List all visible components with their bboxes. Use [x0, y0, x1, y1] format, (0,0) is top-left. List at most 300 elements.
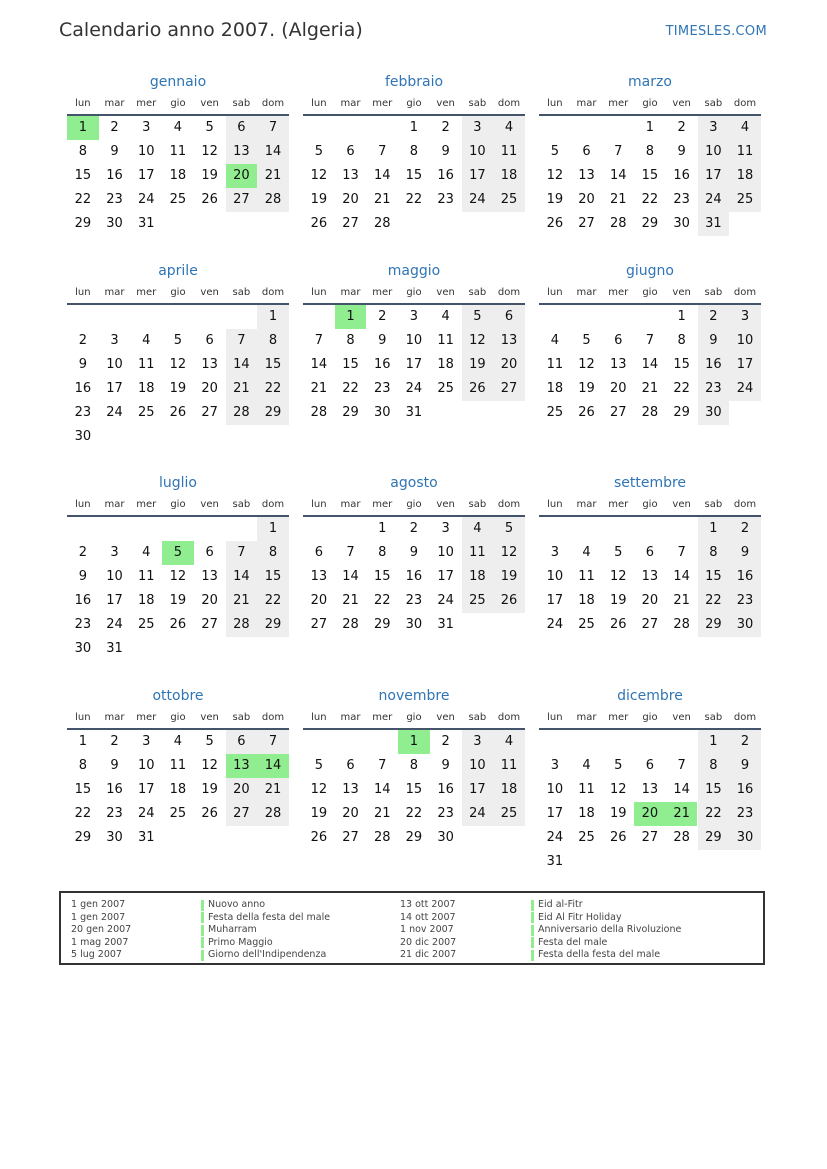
day-cell[interactable]: 8	[409, 758, 419, 773]
day-cell[interactable]: 17	[546, 806, 564, 821]
day-cell[interactable]: 4	[504, 120, 514, 135]
day-cell[interactable]: 9	[740, 758, 750, 773]
day-cell[interactable]: 14	[310, 357, 328, 372]
day-cell[interactable]: 20	[342, 806, 359, 821]
day-cell[interactable]: 15	[641, 168, 659, 183]
day-cell[interactable]: 2	[709, 309, 718, 324]
day-cell[interactable]: 4	[473, 521, 482, 536]
day-cell[interactable]: 23	[736, 593, 754, 608]
day-cell[interactable]: 29	[342, 405, 359, 420]
day-cell[interactable]: 10	[469, 144, 486, 159]
day-cell[interactable]: 2	[110, 734, 119, 749]
day-cell[interactable]: 25	[169, 806, 187, 821]
day-cell[interactable]: 2	[378, 309, 387, 324]
day-cell[interactable]: 26	[500, 593, 518, 608]
day-cell[interactable]: 16	[736, 569, 754, 584]
day-cell[interactable]: 15	[264, 357, 282, 372]
day-cell[interactable]: 26	[201, 192, 218, 207]
day-cell[interactable]: 21	[233, 381, 250, 396]
day-cell[interactable]: 1	[268, 521, 278, 536]
day-cell[interactable]: 28	[373, 216, 391, 231]
day-cell[interactable]: 11	[546, 357, 564, 372]
day-cell[interactable]: 17	[705, 168, 722, 183]
day-cell[interactable]: 10	[137, 144, 155, 159]
day-cell[interactable]: 14	[609, 168, 627, 183]
day-cell[interactable]: 26	[169, 617, 187, 632]
day-cell[interactable]: 3	[441, 521, 450, 536]
day-cell[interactable]: 16	[106, 782, 123, 797]
day-cell[interactable]: 12	[546, 168, 564, 183]
day-cell[interactable]: 29	[74, 830, 92, 845]
day-cell[interactable]: 6	[237, 734, 246, 749]
day-cell[interactable]: 19	[169, 381, 187, 396]
day-cell[interactable]: 5	[473, 309, 482, 324]
day-cell[interactable]: 10	[736, 333, 754, 348]
day-cell[interactable]: 18	[546, 381, 564, 396]
day-cell[interactable]: 6	[582, 144, 591, 159]
day-cell[interactable]: 8	[268, 545, 278, 560]
day-cell[interactable]: 9	[709, 333, 718, 348]
day-cell[interactable]: 5	[314, 758, 323, 773]
holiday-day[interactable]: 5	[162, 541, 194, 565]
day-cell[interactable]: 24	[705, 192, 722, 207]
day-cell[interactable]: 22	[673, 381, 690, 396]
day-cell[interactable]: 19	[201, 782, 218, 797]
day-cell[interactable]: 1	[268, 309, 278, 324]
day-cell[interactable]: 10	[546, 782, 564, 797]
day-cell[interactable]: 17	[405, 357, 423, 372]
day-cell[interactable]: 19	[609, 593, 627, 608]
day-cell[interactable]: 18	[736, 168, 754, 183]
day-cell[interactable]: 29	[641, 216, 659, 231]
day-cell[interactable]: 20	[609, 381, 627, 396]
day-cell[interactable]: 12	[169, 569, 187, 584]
day-cell[interactable]: 3	[409, 309, 419, 324]
day-cell[interactable]: 16	[74, 381, 92, 396]
day-cell[interactable]: 14	[342, 569, 359, 584]
day-cell[interactable]: 15	[264, 569, 282, 584]
day-cell[interactable]: 7	[378, 144, 387, 159]
day-cell[interactable]: 17	[469, 168, 486, 183]
day-cell[interactable]: 19	[578, 381, 595, 396]
day-cell[interactable]: 5	[504, 521, 514, 536]
day-cell[interactable]: 18	[137, 381, 155, 396]
day-cell[interactable]: 8	[645, 144, 655, 159]
day-cell[interactable]: 26	[310, 216, 328, 231]
day-cell[interactable]: 6	[645, 758, 655, 773]
day-cell[interactable]: 21	[373, 192, 391, 207]
holiday-day[interactable]: 20	[226, 164, 258, 188]
day-cell[interactable]: 28	[233, 405, 250, 420]
day-cell[interactable]: 15	[373, 569, 391, 584]
day-cell[interactable]: 30	[106, 216, 123, 231]
day-cell[interactable]: 6	[614, 333, 623, 348]
day-cell[interactable]: 29	[264, 617, 282, 632]
day-cell[interactable]: 24	[736, 381, 754, 396]
day-cell[interactable]: 13	[201, 569, 218, 584]
day-cell[interactable]: 1	[709, 521, 718, 536]
day-cell[interactable]: 25	[169, 192, 187, 207]
day-cell[interactable]: 31	[546, 854, 564, 869]
day-cell[interactable]: 9	[441, 144, 450, 159]
day-cell[interactable]: 12	[201, 144, 218, 159]
day-cell[interactable]: 6	[346, 144, 355, 159]
day-cell[interactable]: 11	[169, 758, 187, 773]
holiday-day[interactable]: 21	[666, 802, 698, 826]
day-cell[interactable]: 11	[736, 144, 754, 159]
day-cell[interactable]: 28	[264, 806, 282, 821]
day-cell[interactable]: 17	[106, 593, 123, 608]
day-cell[interactable]: 6	[205, 545, 214, 560]
day-cell[interactable]: 9	[78, 357, 87, 372]
day-cell[interactable]: 12	[169, 357, 187, 372]
day-cell[interactable]: 11	[500, 144, 518, 159]
day-cell[interactable]: 18	[469, 569, 486, 584]
day-cell[interactable]: 6	[504, 309, 514, 324]
day-cell[interactable]: 12	[500, 545, 518, 560]
day-cell[interactable]: 25	[546, 405, 564, 420]
day-cell[interactable]: 22	[74, 806, 92, 821]
day-cell[interactable]: 10	[106, 357, 123, 372]
day-cell[interactable]: 10	[106, 569, 123, 584]
day-cell[interactable]: 18	[137, 593, 155, 608]
day-cell[interactable]: 27	[201, 405, 218, 420]
day-cell[interactable]: 2	[78, 545, 87, 560]
day-cell[interactable]: 27	[342, 830, 359, 845]
day-cell[interactable]: 14	[673, 782, 690, 797]
day-cell[interactable]: 18	[500, 168, 518, 183]
day-cell[interactable]: 26	[201, 806, 218, 821]
day-cell[interactable]: 20	[342, 192, 359, 207]
day-cell[interactable]: 14	[264, 144, 282, 159]
day-cell[interactable]: 24	[405, 381, 423, 396]
day-cell[interactable]: 10	[546, 569, 564, 584]
day-cell[interactable]: 1	[709, 734, 718, 749]
day-cell[interactable]: 10	[705, 144, 722, 159]
day-cell[interactable]: 26	[578, 405, 595, 420]
day-cell[interactable]: 13	[578, 168, 595, 183]
day-cell[interactable]: 10	[137, 758, 155, 773]
day-cell[interactable]: 4	[582, 545, 591, 560]
day-cell[interactable]: 13	[342, 782, 359, 797]
day-cell[interactable]: 21	[264, 782, 282, 797]
day-cell[interactable]: 25	[469, 593, 486, 608]
day-cell[interactable]: 5	[614, 545, 623, 560]
day-cell[interactable]: 9	[378, 333, 387, 348]
day-cell[interactable]: 13	[310, 569, 328, 584]
day-cell[interactable]: 30	[405, 617, 423, 632]
day-cell[interactable]: 28	[673, 617, 690, 632]
day-cell[interactable]: 19	[310, 192, 328, 207]
day-cell[interactable]: 21	[641, 381, 659, 396]
day-cell[interactable]: 7	[645, 333, 655, 348]
day-cell[interactable]: 20	[201, 593, 218, 608]
day-cell[interactable]: 30	[437, 830, 454, 845]
day-cell[interactable]: 27	[641, 617, 659, 632]
day-cell[interactable]: 25	[137, 617, 155, 632]
day-cell[interactable]: 27	[233, 192, 250, 207]
day-cell[interactable]: 5	[614, 758, 623, 773]
day-cell[interactable]: 31	[405, 405, 423, 420]
day-cell[interactable]: 24	[437, 593, 454, 608]
day-cell[interactable]: 13	[641, 782, 659, 797]
day-cell[interactable]: 3	[740, 309, 750, 324]
day-cell[interactable]: 22	[74, 192, 92, 207]
day-cell[interactable]: 7	[677, 545, 686, 560]
day-cell[interactable]: 25	[437, 381, 454, 396]
day-cell[interactable]: 4	[173, 120, 183, 135]
day-cell[interactable]: 7	[268, 120, 278, 135]
day-cell[interactable]: 6	[645, 545, 655, 560]
day-cell[interactable]: 5	[205, 120, 214, 135]
day-cell[interactable]: 4	[740, 120, 750, 135]
day-cell[interactable]: 1	[645, 120, 655, 135]
day-cell[interactable]: 23	[373, 381, 391, 396]
day-cell[interactable]: 21	[609, 192, 627, 207]
day-cell[interactable]: 9	[78, 569, 87, 584]
day-cell[interactable]: 29	[673, 405, 690, 420]
day-cell[interactable]: 16	[74, 593, 92, 608]
day-cell[interactable]: 24	[546, 830, 564, 845]
day-cell[interactable]: 9	[677, 144, 686, 159]
day-cell[interactable]: 22	[405, 192, 423, 207]
day-cell[interactable]: 12	[578, 357, 595, 372]
day-cell[interactable]: 5	[173, 333, 183, 348]
day-cell[interactable]: 15	[705, 782, 722, 797]
day-cell[interactable]: 11	[578, 569, 595, 584]
day-cell[interactable]: 11	[578, 782, 595, 797]
holiday-day[interactable]: 1	[67, 116, 99, 140]
day-cell[interactable]: 11	[469, 545, 486, 560]
day-cell[interactable]: 7	[378, 758, 387, 773]
day-cell[interactable]: 28	[373, 830, 391, 845]
day-cell[interactable]: 16	[705, 357, 722, 372]
day-cell[interactable]: 11	[137, 569, 155, 584]
day-cell[interactable]: 5	[205, 734, 214, 749]
day-cell[interactable]: 22	[405, 806, 423, 821]
day-cell[interactable]: 23	[437, 192, 454, 207]
day-cell[interactable]: 13	[201, 357, 218, 372]
day-cell[interactable]: 28	[342, 617, 359, 632]
day-cell[interactable]: 16	[437, 782, 454, 797]
day-cell[interactable]: 12	[201, 758, 218, 773]
day-cell[interactable]: 20	[233, 782, 250, 797]
day-cell[interactable]: 2	[441, 120, 450, 135]
day-cell[interactable]: 28	[264, 192, 282, 207]
day-cell[interactable]: 8	[709, 545, 718, 560]
day-cell[interactable]: 15	[673, 357, 690, 372]
day-cell[interactable]: 23	[736, 806, 754, 821]
day-cell[interactable]: 27	[310, 617, 328, 632]
day-cell[interactable]: 21	[264, 168, 282, 183]
day-cell[interactable]: 30	[74, 641, 92, 656]
day-cell[interactable]: 25	[578, 830, 595, 845]
day-cell[interactable]: 4	[441, 309, 450, 324]
day-cell[interactable]: 21	[373, 806, 391, 821]
day-cell[interactable]: 13	[233, 144, 250, 159]
day-cell[interactable]: 8	[268, 333, 278, 348]
day-cell[interactable]: 23	[673, 192, 690, 207]
day-cell[interactable]: 28	[310, 405, 328, 420]
day-cell[interactable]: 3	[473, 120, 482, 135]
day-cell[interactable]: 23	[405, 593, 423, 608]
day-cell[interactable]: 12	[310, 168, 328, 183]
day-cell[interactable]: 27	[201, 617, 218, 632]
day-cell[interactable]: 3	[473, 734, 482, 749]
day-cell[interactable]: 7	[268, 734, 278, 749]
day-cell[interactable]: 22	[373, 593, 391, 608]
day-cell[interactable]: 14	[641, 357, 659, 372]
day-cell[interactable]: 15	[405, 782, 423, 797]
day-cell[interactable]: 9	[110, 144, 119, 159]
day-cell[interactable]: 23	[74, 405, 92, 420]
day-cell[interactable]: 2	[740, 734, 750, 749]
holiday-day[interactable]: 1	[335, 305, 367, 329]
day-cell[interactable]: 22	[264, 381, 282, 396]
day-cell[interactable]: 10	[437, 545, 454, 560]
day-cell[interactable]: 2	[677, 120, 686, 135]
day-cell[interactable]: 26	[310, 830, 328, 845]
day-cell[interactable]: 17	[137, 782, 155, 797]
day-cell[interactable]: 8	[78, 144, 87, 159]
day-cell[interactable]: 2	[441, 734, 450, 749]
holiday-day[interactable]: 13	[226, 754, 258, 778]
day-cell[interactable]: 8	[709, 758, 718, 773]
day-cell[interactable]: 3	[110, 333, 119, 348]
day-cell[interactable]: 15	[342, 357, 359, 372]
day-cell[interactable]: 14	[373, 782, 391, 797]
day-cell[interactable]: 30	[673, 216, 690, 231]
day-cell[interactable]: 30	[74, 429, 92, 444]
day-cell[interactable]: 11	[500, 758, 518, 773]
day-cell[interactable]: 4	[504, 734, 514, 749]
day-cell[interactable]: 23	[106, 192, 123, 207]
day-cell[interactable]: 25	[137, 405, 155, 420]
day-cell[interactable]: 14	[233, 357, 250, 372]
day-cell[interactable]: 28	[641, 405, 659, 420]
day-cell[interactable]: 26	[609, 830, 627, 845]
day-cell[interactable]: 31	[437, 617, 454, 632]
day-cell[interactable]: 2	[110, 120, 119, 135]
day-cell[interactable]: 22	[641, 192, 659, 207]
day-cell[interactable]: 30	[106, 830, 123, 845]
day-cell[interactable]: 27	[578, 216, 595, 231]
day-cell[interactable]: 7	[614, 144, 623, 159]
day-cell[interactable]: 20	[641, 593, 659, 608]
day-cell[interactable]: 22	[705, 593, 722, 608]
day-cell[interactable]: 21	[310, 381, 328, 396]
day-cell[interactable]: 23	[437, 806, 454, 821]
day-cell[interactable]: 31	[705, 216, 722, 231]
day-cell[interactable]: 5	[582, 333, 591, 348]
day-cell[interactable]: 3	[709, 120, 718, 135]
day-cell[interactable]: 4	[142, 545, 151, 560]
day-cell[interactable]: 13	[342, 168, 359, 183]
day-cell[interactable]: 25	[500, 192, 518, 207]
day-cell[interactable]: 21	[233, 593, 250, 608]
day-cell[interactable]: 2	[78, 333, 87, 348]
day-cell[interactable]: 28	[673, 830, 690, 845]
day-cell[interactable]: 12	[609, 569, 627, 584]
day-cell[interactable]: 19	[201, 168, 218, 183]
day-cell[interactable]: 17	[546, 593, 564, 608]
day-cell[interactable]: 25	[578, 617, 595, 632]
day-cell[interactable]: 23	[74, 617, 92, 632]
day-cell[interactable]: 29	[405, 830, 423, 845]
day-cell[interactable]: 20	[578, 192, 595, 207]
day-cell[interactable]: 31	[137, 830, 155, 845]
day-cell[interactable]: 19	[500, 569, 518, 584]
day-cell[interactable]: 8	[78, 758, 87, 773]
day-cell[interactable]: 20	[310, 593, 328, 608]
day-cell[interactable]: 18	[169, 782, 187, 797]
day-cell[interactable]: 8	[677, 333, 686, 348]
day-cell[interactable]: 27	[609, 405, 627, 420]
day-cell[interactable]: 9	[110, 758, 119, 773]
day-cell[interactable]: 8	[346, 333, 355, 348]
day-cell[interactable]: 23	[106, 806, 123, 821]
day-cell[interactable]: 11	[169, 144, 187, 159]
day-cell[interactable]: 27	[641, 830, 659, 845]
brand-link[interactable]: TIMESLES.COM	[665, 24, 767, 39]
day-cell[interactable]: 16	[673, 168, 690, 183]
day-cell[interactable]: 7	[237, 333, 246, 348]
day-cell[interactable]: 13	[609, 357, 627, 372]
day-cell[interactable]: 10	[405, 333, 423, 348]
day-cell[interactable]: 12	[469, 333, 486, 348]
day-cell[interactable]: 24	[137, 192, 155, 207]
day-cell[interactable]: 19	[609, 806, 627, 821]
day-cell[interactable]: 1	[409, 120, 419, 135]
day-cell[interactable]: 28	[609, 216, 627, 231]
day-cell[interactable]: 3	[142, 734, 151, 749]
day-cell[interactable]: 31	[137, 216, 155, 231]
day-cell[interactable]: 4	[142, 333, 151, 348]
day-cell[interactable]: 13	[500, 333, 518, 348]
day-cell[interactable]: 29	[373, 617, 391, 632]
day-cell[interactable]: 12	[310, 782, 328, 797]
day-cell[interactable]: 17	[469, 782, 486, 797]
day-cell[interactable]: 18	[169, 168, 187, 183]
day-cell[interactable]: 2	[409, 521, 419, 536]
day-cell[interactable]: 16	[106, 168, 123, 183]
day-cell[interactable]: 15	[74, 782, 92, 797]
day-cell[interactable]: 27	[342, 216, 359, 231]
day-cell[interactable]: 30	[705, 405, 722, 420]
day-cell[interactable]: 24	[469, 806, 486, 821]
day-cell[interactable]: 8	[378, 545, 387, 560]
day-cell[interactable]: 11	[137, 357, 155, 372]
day-cell[interactable]: 16	[736, 782, 754, 797]
day-cell[interactable]: 7	[314, 333, 323, 348]
day-cell[interactable]: 9	[409, 545, 419, 560]
day-cell[interactable]: 19	[169, 593, 187, 608]
day-cell[interactable]: 19	[310, 806, 328, 821]
day-cell[interactable]: 29	[705, 830, 722, 845]
day-cell[interactable]: 21	[342, 593, 359, 608]
holiday-day[interactable]: 14	[257, 754, 289, 778]
day-cell[interactable]: 16	[437, 168, 454, 183]
day-cell[interactable]: 1	[378, 521, 387, 536]
day-cell[interactable]: 12	[609, 782, 627, 797]
day-cell[interactable]: 5	[314, 144, 323, 159]
day-cell[interactable]: 15	[405, 168, 423, 183]
day-cell[interactable]: 26	[609, 617, 627, 632]
day-cell[interactable]: 27	[233, 806, 250, 821]
day-cell[interactable]: 25	[736, 192, 754, 207]
day-cell[interactable]: 1	[78, 734, 87, 749]
day-cell[interactable]: 23	[705, 381, 722, 396]
